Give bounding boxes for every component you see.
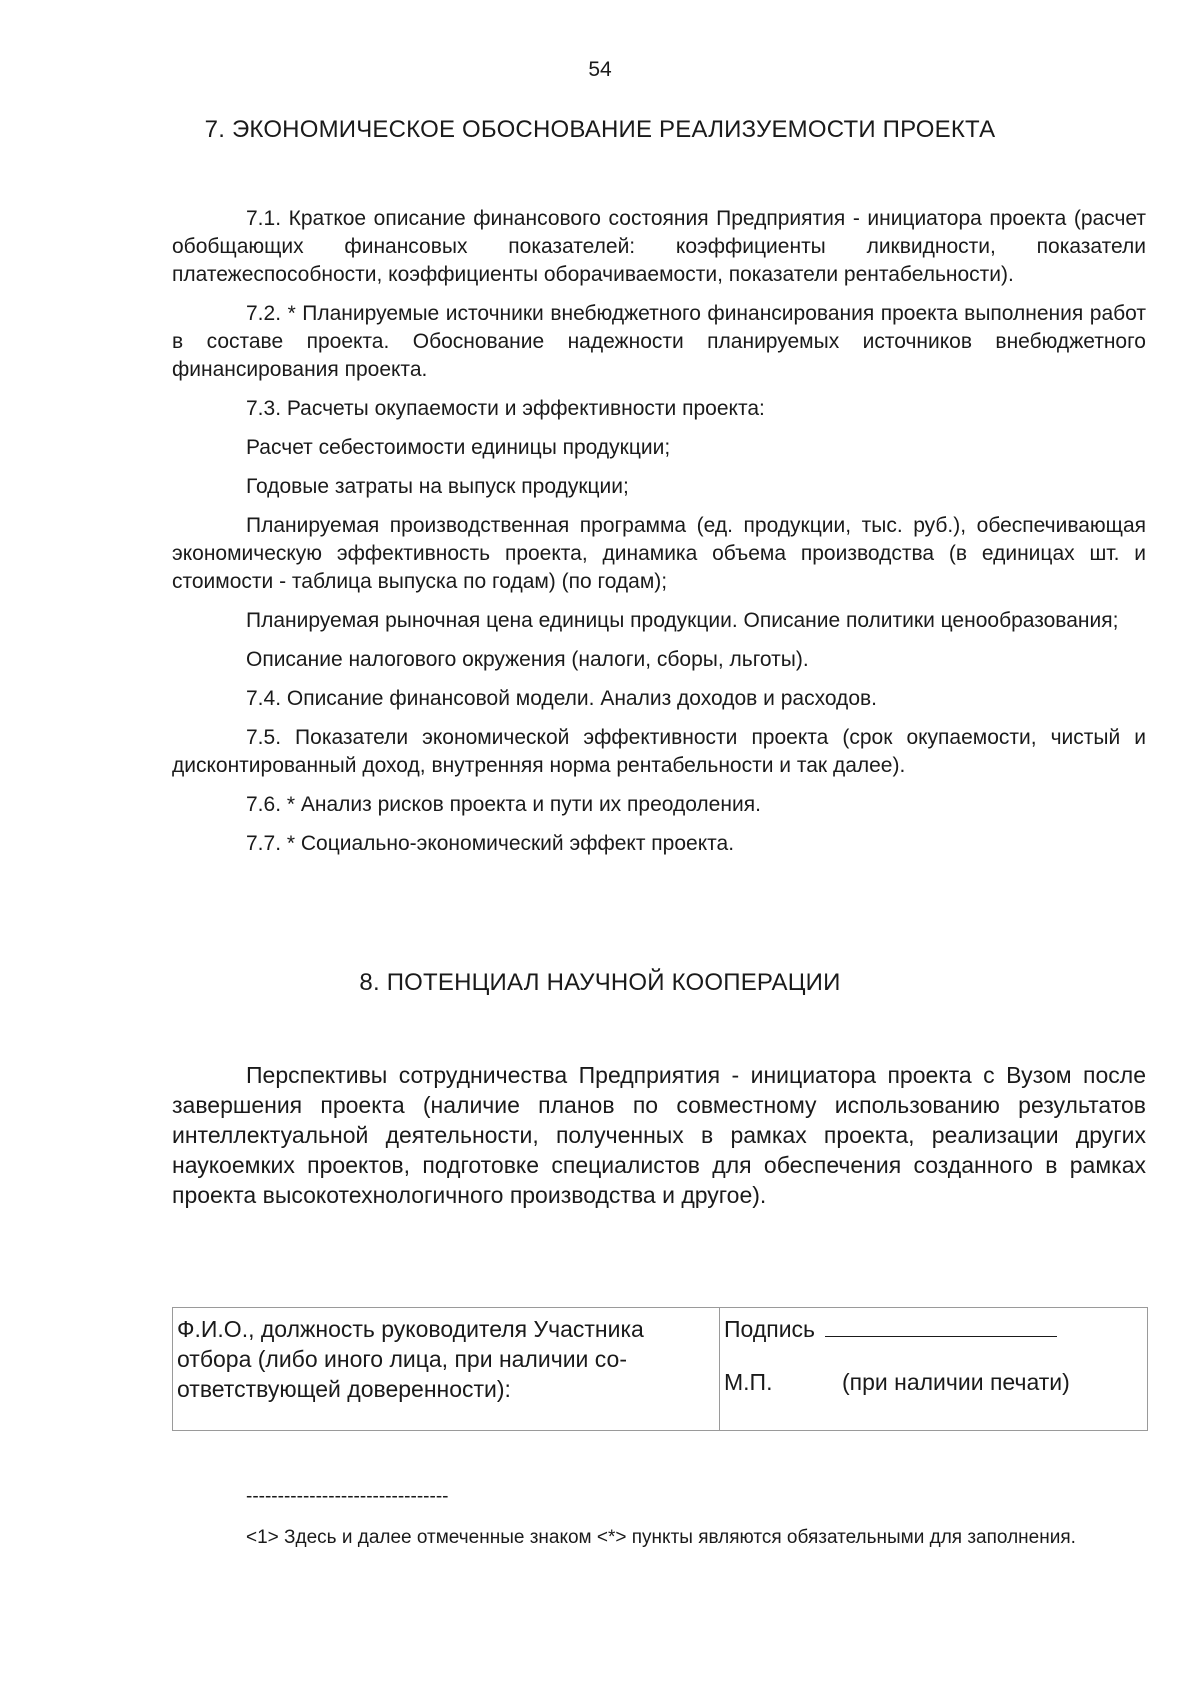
paragraph-annual-costs: Годовые затраты на выпуск продукции; [246, 475, 629, 498]
signature-line-row [724, 1314, 1143, 1344]
paragraph-cost-calculation: Расчет себестоимости единицы продукции; [246, 436, 671, 459]
stamp-note: (при наличии печати) [842, 1369, 1070, 1395]
section-7-title: 7. ЭКОНОМИЧЕСКОЕ ОБОСНОВАНИЕ РЕАЛИЗУЕМОСТИ ПРОЕКТА [204, 116, 996, 143]
page-number: 54 [588, 58, 612, 81]
paragraph-market-price: Планируемая рыночная цена единицы продукции. Описание политики ценообразования; [246, 609, 1119, 632]
signature-blank-line [825, 1314, 1057, 1337]
paragraph-cooperation: Перспективы сотрудничества Предприятия - инициатора проекта с Вузом после завершения проекта (наличие планов по совместному использованию результатов интеллектуальной деятельности, полученных в рамках проекта, реализации других наукоемких проектов, подготовке специалистов для обеспечения созданного в рамках проекта высокотехнологичного производства и другое). [172, 1062, 1146, 1208]
paragraph-7-7: 7.7. * Социально-экономический эффект проекта. [246, 832, 735, 855]
signature-cell [720, 1308, 1148, 1431]
paragraph-7-1: 7.1. Краткое описание финансового состояния Предприятия - инициатора проекта (расчет обобщающих финансовых показателей: коэффициенты ликвидности, показатели платежеспособности, коэффициенты оборачиваемости, показатели рентабельности). [172, 207, 1146, 286]
paragraph-7-3: 7.3. Расчеты окупаемости и эффективности проекта: [246, 397, 765, 420]
signatory-description: Ф.И.О., должность руководителя Участника отбора (либо иного лица, при наличии со- ответствующей доверенности): [173, 1308, 720, 1431]
signature-row [173, 1308, 1148, 1431]
paragraph-production-program: Планируемая производственная программа (ед. продукции, тыс. руб.), обеспечивающая экономическую эффективность проекта, динамика объема производства (в единицах шт. и стоимости - таблица выпуска по годам) (по годам); [172, 514, 1146, 593]
paragraph-7-6: 7.6. * Анализ рисков проекта и пути их преодоления. [246, 793, 761, 816]
footnote-separator: -------------------------------- [246, 1486, 449, 1507]
paragraph-7-2: 7.2. * Планируемые источники внебюджетного финансирования проекта выполнения работ в составе проекта. Обоснование надежности планируемых источников внебюджетного финансирования проекта. [172, 302, 1146, 381]
paragraph-7-4: 7.4. Описание финансовой модели. Анализ доходов и расходов. [246, 687, 877, 710]
signature-label: Подпись [724, 1316, 816, 1342]
footnote-text: <1> Здесь и далее отмеченные знаком <*> пункты являются обязательными для заполнения. [246, 1527, 1076, 1548]
section-8-body [172, 1060, 1146, 1210]
section-7-body [172, 205, 1146, 869]
stamp-label: М.П. [724, 1369, 773, 1395]
paragraph-tax-environment: Описание налогового окружения (налоги, сборы, льготы). [246, 648, 809, 671]
paragraph-7-5: 7.5. Показатели экономической эффективности проекта (срок окупаемости, чистый и дисконтированный доход, внутренняя норма рентабельности и так далее). [172, 726, 1146, 777]
signature-table [172, 1307, 1148, 1431]
stamp-row [724, 1367, 1143, 1397]
section-8-title: 8. ПОТЕНЦИАЛ НАУЧНОЙ КООПЕРАЦИИ [359, 969, 841, 996]
